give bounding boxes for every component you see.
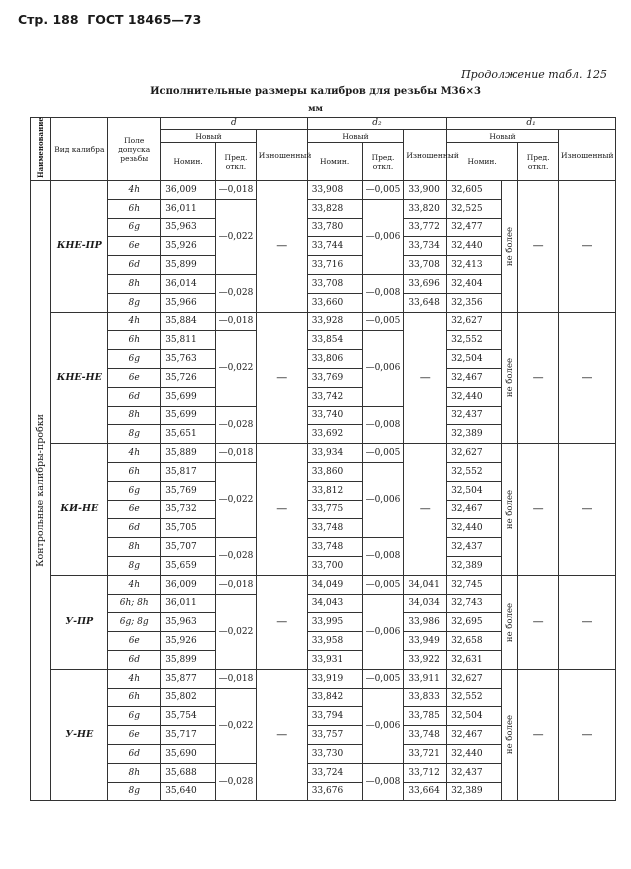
d2-nom-value: 33,919 [307, 669, 362, 688]
col-tolerance-header: Поле допуска резьбы [108, 118, 161, 181]
d-worn-header: Изношенный [256, 130, 307, 181]
d2-nom-value: 33,748 [307, 538, 362, 557]
d-dev-value: —0,022 [216, 594, 257, 669]
d2-worn-value: 33,772 [404, 218, 447, 237]
d2-dev-value: —0,006 [362, 688, 404, 763]
table-continuation: Продолжение табл. 125 [461, 68, 607, 81]
not-more-cell [501, 575, 517, 669]
tolerance-field: 8g [108, 556, 161, 575]
d2-nom-value: 33,934 [307, 444, 362, 463]
d2-nom-value: 33,854 [307, 331, 362, 350]
d1-nom-value: 32,467 [447, 500, 502, 519]
tolerance-field: 8g [108, 425, 161, 444]
d2-nom-value: 34,049 [307, 575, 362, 594]
d2-nom-value: 33,724 [307, 763, 362, 782]
d2-nom-value: 33,928 [307, 312, 362, 331]
d1-dev-header: Пред. откл. [518, 143, 559, 181]
d-nom-value: 35,690 [161, 744, 216, 763]
d2-nom-value: 33,700 [307, 556, 362, 575]
d-dev-value: —0,018 [216, 669, 257, 688]
d2-nom-value: 33,995 [307, 613, 362, 632]
page-number: Стр. 188 [18, 12, 79, 27]
tolerance-field: 6h [108, 331, 161, 350]
d1-dev-dash: — [518, 312, 559, 444]
d2-nom-value: 33,676 [307, 782, 362, 801]
d2-dev-value: —0,006 [362, 199, 404, 274]
d2-dev-value: —0,008 [362, 274, 404, 312]
d2-worn-value: 34,041 [404, 575, 447, 594]
tolerance-field: 6d [108, 744, 161, 763]
table-row [31, 181, 616, 200]
caliber-kind: КИ-НЕ [51, 444, 108, 576]
d1-nom-value: 32,440 [447, 744, 502, 763]
d-dev-value: —0,028 [216, 406, 257, 444]
d2-worn-value: 33,708 [404, 256, 447, 275]
group-label-cell [31, 181, 51, 801]
d2-nom-value: 33,708 [307, 274, 362, 293]
d1-dev-dash: — [518, 181, 559, 313]
tolerance-field: 6e [108, 726, 161, 745]
tolerance-field: 6e [108, 632, 161, 651]
d-nom-value: 35,926 [161, 237, 216, 256]
not-more-cell [501, 444, 517, 576]
d2-dev-value: —0,008 [362, 538, 404, 576]
d2-worn-value: 33,911 [404, 669, 447, 688]
gost-number: ГОСТ 18465—73 [87, 12, 202, 27]
d1-nom-value: 32,467 [447, 726, 502, 745]
d2-nom-value: 33,748 [307, 519, 362, 538]
d2-nom-value: 33,908 [307, 181, 362, 200]
d2-worn-value: 33,820 [404, 199, 447, 218]
d2-nom-value: 33,716 [307, 256, 362, 275]
not-more-label: не более [504, 715, 515, 755]
d1-nom-value: 32,440 [447, 387, 502, 406]
tolerance-field: 6h [108, 462, 161, 481]
d2-nom-value: 33,780 [307, 218, 362, 237]
units-label: мм [308, 104, 323, 114]
d-nom-value: 35,899 [161, 256, 216, 275]
d2-dev-value: —0,006 [362, 331, 404, 406]
d2-dev-header: Пред. откл. [362, 143, 404, 181]
d2-dev-value: —0,005 [362, 181, 404, 200]
d1-dev-dash: — [518, 444, 559, 576]
d-dev-value: —0,018 [216, 575, 257, 594]
d-nom-value: 36,009 [161, 181, 216, 200]
tolerance-field: 8h [108, 274, 161, 293]
d1-nom-value: 32,627 [447, 669, 502, 688]
d1-nom-header: Номин. [447, 143, 518, 181]
tolerance-field: 6h [108, 688, 161, 707]
not-more-cell [501, 181, 517, 313]
tolerance-field: 6d [108, 519, 161, 538]
d1-worn-dash: — [558, 669, 615, 801]
tolerance-field: 6g [108, 481, 161, 500]
col-d-header: d [161, 118, 308, 130]
d1-nom-value: 32,477 [447, 218, 502, 237]
tolerance-field: 6d [108, 256, 161, 275]
d-dev-value: —0,028 [216, 274, 257, 312]
d-nom-value: 36,011 [161, 594, 216, 613]
tolerance-field: 6e [108, 237, 161, 256]
d-nom-value: 35,877 [161, 669, 216, 688]
d-nom-value: 35,699 [161, 406, 216, 425]
d2-dev-value: —0,005 [362, 312, 404, 331]
d2-nom-value: 33,742 [307, 387, 362, 406]
d2-nom-value: 33,744 [307, 237, 362, 256]
d-worn-dash: — [256, 312, 307, 444]
d2-nom-value: 33,842 [307, 688, 362, 707]
d-nom-header: Номин. [161, 143, 216, 181]
d2-worn-header: Изношенный [404, 130, 447, 181]
d-nom-value: 35,754 [161, 707, 216, 726]
d-dev-value: —0,022 [216, 688, 257, 763]
d-worn-dash: — [256, 444, 307, 576]
table-row [31, 669, 616, 688]
tolerance-field: 6d [108, 650, 161, 669]
d1-nom-value: 32,440 [447, 519, 502, 538]
d2-dev-value: —0,008 [362, 406, 404, 444]
tolerance-field: 6g; 8g [108, 613, 161, 632]
d-nom-value: 35,763 [161, 350, 216, 369]
d2-worn-value: 33,648 [404, 293, 447, 312]
d2-worn-value: 33,785 [404, 707, 447, 726]
d1-nom-value: 32,389 [447, 556, 502, 575]
d1-nom-value: 32,437 [447, 406, 502, 425]
tolerance-field: 4h [108, 312, 161, 331]
d1-nom-value: 32,389 [447, 782, 502, 801]
caliber-kind: У-НЕ [51, 669, 108, 801]
d1-worn-dash: — [558, 444, 615, 576]
d-dev-value: —0,022 [216, 462, 257, 537]
d1-nom-value: 32,356 [447, 293, 502, 312]
table-body [31, 181, 616, 801]
tolerance-field: 4h [108, 575, 161, 594]
tolerance-field: 4h [108, 444, 161, 463]
d2-dev-value: —0,005 [362, 444, 404, 463]
d1-nom-value: 32,413 [447, 256, 502, 275]
table-row [31, 575, 616, 594]
d1-nom-value: 32,605 [447, 181, 502, 200]
d-nom-value: 35,651 [161, 425, 216, 444]
not-more-label: не более [504, 602, 515, 642]
d-new-header: Новый [161, 130, 257, 143]
d2-worn-value: 33,986 [404, 613, 447, 632]
d-nom-value: 35,707 [161, 538, 216, 557]
d-nom-value: 35,802 [161, 688, 216, 707]
table-row [31, 444, 616, 463]
tolerance-field: 6h; 8h [108, 594, 161, 613]
d1-nom-value: 32,467 [447, 368, 502, 387]
d1-dev-dash: — [518, 669, 559, 801]
d1-nom-value: 32,437 [447, 763, 502, 782]
tolerance-field: 6g [108, 707, 161, 726]
d-nom-value: 35,726 [161, 368, 216, 387]
d-dev-value: —0,018 [216, 181, 257, 200]
col-d1-header: d₁ [447, 118, 616, 130]
d-dev-value: —0,022 [216, 199, 257, 274]
tolerance-field: 4h [108, 669, 161, 688]
d-nom-value: 35,889 [161, 444, 216, 463]
d1-nom-value: 32,504 [447, 350, 502, 369]
d2-nom-value: 33,769 [307, 368, 362, 387]
d1-nom-value: 32,504 [447, 707, 502, 726]
d-worn-dash: — [256, 669, 307, 801]
d1-nom-value: 32,440 [447, 237, 502, 256]
d-dev-value: —0,018 [216, 312, 257, 331]
d-nom-value: 35,717 [161, 726, 216, 745]
d1-nom-value: 32,627 [447, 312, 502, 331]
caliber-kind: КНЕ-НЕ [51, 312, 108, 444]
d-nom-value: 35,699 [161, 387, 216, 406]
d1-nom-value: 32,658 [447, 632, 502, 651]
d1-nom-value: 32,504 [447, 481, 502, 500]
d2-worn-value: 33,922 [404, 650, 447, 669]
d2-nom-value: 33,828 [307, 199, 362, 218]
d-nom-value: 35,688 [161, 763, 216, 782]
table-row [31, 312, 616, 331]
d2-worn-value: 33,721 [404, 744, 447, 763]
d1-nom-value: 32,745 [447, 575, 502, 594]
not-more-cell [501, 312, 517, 444]
d2-nom-value: 33,775 [307, 500, 362, 519]
tolerance-field: 8h [108, 538, 161, 557]
d-nom-value: 35,899 [161, 650, 216, 669]
d-nom-value: 36,014 [161, 274, 216, 293]
d-nom-value: 35,963 [161, 218, 216, 237]
d2-nom-value: 33,931 [307, 650, 362, 669]
d-worn-dash: — [256, 181, 307, 313]
d2-worn-value: 33,696 [404, 274, 447, 293]
d-nom-value: 35,966 [161, 293, 216, 312]
d2-nom-value: 33,860 [307, 462, 362, 481]
d1-nom-value: 32,552 [447, 331, 502, 350]
d2-nom-value: 33,660 [307, 293, 362, 312]
tolerance-field: 8h [108, 406, 161, 425]
d2-dev-value: —0,006 [362, 594, 404, 669]
d1-nom-value: 32,404 [447, 274, 502, 293]
d1-new-header: Новый [447, 130, 559, 143]
d1-nom-value: 32,743 [447, 594, 502, 613]
tolerance-field: 6g [108, 218, 161, 237]
d2-nom-value: 33,757 [307, 726, 362, 745]
d2-dev-value: —0,006 [362, 462, 404, 537]
tolerance-field: 8g [108, 293, 161, 312]
caliber-kind: КНЕ-ПР [51, 181, 108, 313]
d2-dev-value: —0,005 [362, 669, 404, 688]
d1-nom-value: 32,695 [447, 613, 502, 632]
d1-worn-dash: — [558, 312, 615, 444]
d2-worn-dash: — [404, 444, 447, 576]
d-nom-value: 36,011 [161, 199, 216, 218]
calibers-table [30, 117, 616, 801]
d-dev-value: —0,028 [216, 763, 257, 801]
d2-worn-value: 33,900 [404, 181, 447, 200]
d2-nom-header: Номин. [307, 143, 362, 181]
d-nom-value: 35,926 [161, 632, 216, 651]
group-label: Контрольные калибры-пробки [34, 414, 46, 568]
d-nom-value: 35,659 [161, 556, 216, 575]
d-nom-value: 35,769 [161, 481, 216, 500]
d2-worn-value: 33,712 [404, 763, 447, 782]
d-nom-value: 36,009 [161, 575, 216, 594]
d-nom-value: 35,963 [161, 613, 216, 632]
d1-nom-value: 32,627 [447, 444, 502, 463]
d1-nom-value: 32,631 [447, 650, 502, 669]
d-nom-value: 35,817 [161, 462, 216, 481]
d2-dev-value: —0,008 [362, 763, 404, 801]
d2-worn-dash: — [404, 312, 447, 444]
d-nom-value: 35,884 [161, 312, 216, 331]
d2-worn-value: 33,949 [404, 632, 447, 651]
col-kind-header: Вид калибра [51, 118, 108, 181]
d1-nom-value: 32,552 [447, 688, 502, 707]
d1-nom-value: 32,552 [447, 462, 502, 481]
d-worn-dash: — [256, 575, 307, 669]
d2-worn-value: 33,734 [404, 237, 447, 256]
d1-nom-value: 32,525 [447, 199, 502, 218]
d2-nom-value: 33,740 [307, 406, 362, 425]
d2-nom-value: 33,692 [307, 425, 362, 444]
d2-nom-value: 33,794 [307, 707, 362, 726]
tolerance-field: 4h [108, 181, 161, 200]
d-dev-value: —0,022 [216, 331, 257, 406]
col-name-header: Наименование [31, 118, 51, 181]
d-nom-value: 35,732 [161, 500, 216, 519]
not-more-cell [501, 669, 517, 801]
d-nom-value: 35,705 [161, 519, 216, 538]
d2-worn-value: 33,748 [404, 726, 447, 745]
page-header [18, 12, 201, 27]
d1-dev-dash: — [518, 575, 559, 669]
tolerance-field: 6d [108, 387, 161, 406]
table-title: Исполнительные размеры калибров для резьбы М36×3 [150, 86, 481, 97]
col-d2-header: d₂ [307, 118, 446, 130]
d2-nom-value: 33,806 [307, 350, 362, 369]
d2-dev-value: —0,005 [362, 575, 404, 594]
caliber-kind: У-ПР [51, 575, 108, 669]
d1-worn-dash: — [558, 181, 615, 313]
d2-worn-value: 34,034 [404, 594, 447, 613]
d1-worn-dash: — [558, 575, 615, 669]
not-more-label: не более [504, 489, 515, 529]
d1-worn-header: Изношенный [558, 130, 615, 181]
tolerance-field: 6h [108, 199, 161, 218]
d2-nom-value: 34,043 [307, 594, 362, 613]
d2-new-header: Новый [307, 130, 404, 143]
tolerance-field: 6g [108, 350, 161, 369]
d-dev-header: Пред. откл. [216, 143, 257, 181]
d-dev-value: —0,028 [216, 538, 257, 576]
d2-worn-value: 33,664 [404, 782, 447, 801]
d2-nom-value: 33,730 [307, 744, 362, 763]
d-dev-value: —0,018 [216, 444, 257, 463]
d1-nom-value: 32,389 [447, 425, 502, 444]
d-nom-value: 35,640 [161, 782, 216, 801]
not-more-label: не более [504, 358, 515, 398]
tolerance-field: 8g [108, 782, 161, 801]
tolerance-field: 6e [108, 500, 161, 519]
d2-nom-value: 33,958 [307, 632, 362, 651]
tolerance-field: 6e [108, 368, 161, 387]
d1-nom-value: 32,437 [447, 538, 502, 557]
not-more-label: не более [504, 226, 515, 266]
d-nom-value: 35,811 [161, 331, 216, 350]
d2-worn-value: 33,833 [404, 688, 447, 707]
d2-nom-value: 33,812 [307, 481, 362, 500]
tolerance-field: 8h [108, 763, 161, 782]
